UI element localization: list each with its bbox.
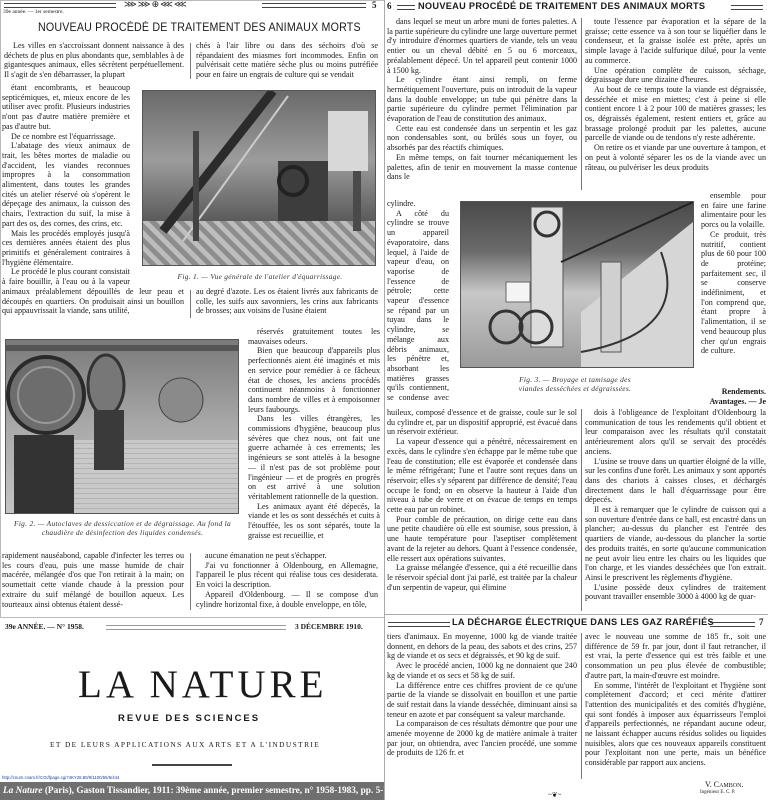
author-signature: V. Cambon. <box>705 780 744 789</box>
paragraph: J'ai vu fonctionner à Oldenbourg, en Allemagne, l'appareil le plus récent qui réalise tous ces desiderata. En voici la description. <box>196 560 378 590</box>
paragraph: L'abatage des vieux animaux de trait, les bêtes mortes de maladie ou d'accident, les viandes reconnues impropres à la consommation alimentent, dans toutes les grandes cités un atelier réservé où s'opèrent le dépeçage des animaux, la cuisson des chairs, l'extraction du suif, la mise à part des os, des cornes, des crins, etc. <box>2 141 130 228</box>
paragraph: Ce produit, très nutritif, contient plus de 60 pour 100 de protéine; parfaitement sec, il se conserve indéfiniment, et l'on comprend que, étant propre à l'alimentation, il se vend beaucoup plus cher qu'un engrais de culture. <box>701 229 766 356</box>
p5-bottom-right-column <box>196 551 378 611</box>
article-title: NOUVEAU PROCÉDÉ DE TRAITEMENT DES ANIMAUX MORTS <box>418 1 706 11</box>
paragraph: cylindre. <box>387 199 416 208</box>
page-divider <box>384 0 385 800</box>
article-title: NOUVEAU PROCÉDÉ DE TRAITEMENT DES ANIMAUX MORTS <box>38 21 361 34</box>
figure-2-image <box>5 339 239 514</box>
paragraph: tiers d'animaux. En moyenne, 1000 kg de viande traitée donnent, en dehors de la peau, des sabots et des crins, 257 kg de viande et os secs et dégraissés, et 90 kg de suif. <box>387 632 577 661</box>
p6-bottom-right-column <box>585 408 766 612</box>
page-separator <box>384 614 768 615</box>
masthead-tagline: ET DE LEURS APPLICATIONS AUX ARTS ET A L'INDUSTRIE <box>50 740 321 749</box>
p5-narrow-right-column <box>248 327 380 547</box>
column-divider <box>190 553 191 610</box>
figure-3-caption: Fig. 3. — Broyage et tamisage des viandes desséchées et dégraissées. <box>518 375 632 393</box>
page-number: 6 <box>387 1 392 11</box>
p5-bottom-left-column <box>2 551 184 611</box>
p5-top-left-column <box>4 41 184 81</box>
header-rule-right <box>731 5 763 10</box>
paragraph: Mais les procédés employés jusqu'à ces dernières années étaient des plus primitifs et généralement contraires à l'hygiène élémentaire. <box>2 228 130 267</box>
paragraph: Le procédé le plus courant consistait à faire bouillir, à l'eau ou à la vapeur <box>2 267 130 286</box>
p5-mid-right-column <box>196 287 378 318</box>
autoclaves-illustration <box>6 340 238 513</box>
section-heading-rendements: Rendements. Avantages. — Je <box>709 387 766 406</box>
paragraph: huileux, composé d'essence et de graisse, coule sur le sol du cylindre et, par un dispositif approprié, est évacué dans un réservoir extérieur. <box>387 408 577 437</box>
paragraph: rapidement nauséabond, capable d'infecter les terres ou les cours d'eau, puis une masse humide de chair macérée, mélangée d'os que l'on retirait à la main; on soumettait cette viande chaude à la pression pour extraire du suif mélangé de bouillon aqueux. Les tourteaux ainsi obtenus étaient dessé- <box>2 551 184 609</box>
paragraph: On retire os et viande par une ouverture à tampon, et on peut à volonté séparer les os de la viande avec un râteau, ou pulvériser les deux produits <box>585 143 766 172</box>
p6-narrow-left-column <box>387 199 449 402</box>
figure-1-caption: Fig. 1. — Vue générale de l'atelier d'équarrissage. <box>177 272 343 281</box>
p5-narrow-left-column <box>2 83 130 286</box>
p6-top-right-column <box>585 17 766 192</box>
paragraph: dois à l'obligeance de l'exploitant d'Oldenbourg la communication de tous les rendements qu'il obtient et leur comparaison avec les résultats qu'il constatait antérieurement alors qu'il se servait des procédés anciens. <box>585 408 766 456</box>
p6-top-left-column <box>387 17 577 192</box>
figure-2-caption: Fig. 2. — Autoclaves de dessiccation et de dégraissage. Au fond la chaudière de désinfection des liquides condensés. <box>14 519 231 537</box>
paragraph: A côté du cylindre se trouve un appareil évaporatoire, dans lequel, à l'aide de vapeur d'eau, on vaporise de l'essence de pétrole; cette vapeur d'essence se répand par un tuyau dans le cylindre, se mélange aux débris animaux, les pénètre et, absorbant les matières grasses qu'ils contiennent, se condense avec <box>387 208 449 402</box>
column-divider <box>190 43 191 79</box>
paragraph: toute l'essence par évaporation et la sépare de la graisse; cette essence va à son tour se liquéfier dans le condenseur, et la graisse isolée est prête, après un simple lavage à l'acide sulfurique dilué, pour la vente au commerce. <box>585 17 766 65</box>
paragraph: Le cylindre étant ainsi rempli, on ferme hermétiquement l'ouverture, puis on introduit de la vapeur dans la double enveloppe; un tube qui pénètre dans la partie supérieure du cylindre permet l'élimination par évaporation de l'eau de constitution des animaux. <box>387 75 577 124</box>
paragraph: De ce nombre est l'équarrissage. <box>11 131 116 141</box>
column-divider <box>581 18 582 190</box>
figure-1-image <box>142 90 376 266</box>
header-rule-left <box>388 622 450 627</box>
page-number: 7 <box>759 617 764 627</box>
paragraph: dans lequel se meut un arbre muni de fortes palettes. A la partie supérieure du cylindre une large ouverture permet d'y introduire d'énormes quartiers de viande, tels un veau entier ou un cheval débité en 5 ou 6 morceaux, préalablement dépecé. Un tel appareil peut contenir 1000 à 1500 kg. <box>387 17 577 75</box>
header-ornament: ⋙⋙⊕⋘⋘ <box>124 0 188 9</box>
paragraph: La différence entre ces chiffres provient de ce qu'une partie de la viande se dissolvait en bouillon et une partie de suif restait dans la viande desséchée, diminuant ainsi sa teneur en azote et par conséquent sa valeur marchande. <box>387 680 577 719</box>
paragraph: Il est à remarquer que le cylindre de cuisson qui a son ouverture d'entrée dans ce hall, est encastré dans un plancher; au-dessus du plancher est l'entrée des quartiers de viande, au-dessous du plancher la sortie des produits traités, en sorte qu'aucune communication ne peut avoir lieu entre les chairs ou les liquides que l'on charge, et les viandes desséchées que l'on extrait. Ainsi le prescrivent les règlements d'hygiène. <box>585 505 766 582</box>
paragraph: Dans les villes étrangères, les commissions d'hygiène, beaucoup plus sévères que chez nous, ont fait une guerre acharnée à ces errements; les ingénieurs se sont attelés à la besogne — il n'est pas de sot problème pour l'ingénieur — et de progrès en progrès on est arrivé à une solution véritablement rationnelle de la question. <box>248 414 380 501</box>
p6-narrow-right-column <box>701 191 766 385</box>
paragraph: aucune émanation ne peut s'échapper. <box>205 551 327 560</box>
issue-date: 3 DÉCEMBRE 1910. <box>295 622 363 631</box>
crushing-machinery-illustration <box>461 202 693 367</box>
p6-bottom-left-column <box>387 408 577 612</box>
header-rule-left <box>397 5 415 10</box>
citation-bar <box>0 782 388 800</box>
header-rule-left <box>4 3 116 8</box>
paragraph: Appareil d'Oldenbourg. — Il se compose d'un cylindre horizontal fixe, à double enveloppe, en tôle, <box>196 589 378 609</box>
column-divider <box>581 633 582 779</box>
paragraph: En somme, l'intérêt de l'exploitant et l'hygiène sont complètement d'accord; et ceci mérite d'attirer l'attention des municipalités et des comités d'hygiène, qui sont fondés à imposer aux équarrisseurs l'emploi d'appareils perfectionnés, ne répandant aucune odeur, ne laissant échapper aucuns résidus solides ou liquides nuisibles, alors que ces nouveaux appareils constituent pour l'exploitant non une perte, mais un bénéfice considérable par rapport aux anciens. <box>585 680 766 768</box>
paragraph: ensemble pour en faire une farine alimentaire pour les porcs ou la volaille. <box>701 191 766 230</box>
paragraph: réservés gratuitement toutes les mauvaises odeurs. <box>248 327 380 346</box>
paragraph: Bien que beaucoup d'appareils plus perfectionnés aient été imaginés et mis en service pour remédier à ce fâcheux état de choses, les anciens procédés continuent néanmoins à fonctionner dans nombre de villes et à empoisonner leurs faubourgs. <box>248 346 380 414</box>
masthead-subtitle: REVUE DES SCIENCES <box>118 713 261 724</box>
masthead-la-nature: LA NATURE <box>78 663 328 706</box>
paragraph: Pour comble de précaution, on dirige cette eau dans une petite chaudière où elle est soumise, sous pression, à une haute température pour l'aseptiser complètement avant de la rejeter au dehors. Quant à l'essence condensée, elle ressert aux opérations suivantes. <box>387 514 577 563</box>
p5-mid-left-column <box>2 287 184 318</box>
paragraph: étant encombrants, et beaucoup septicémiques, et, mieux encore de les utiliser avec profit. Plusieurs industries n'ont pas d'autre matière première et pas d'autre but. <box>2 83 130 131</box>
end-ornament: ~❦~ <box>548 791 562 799</box>
figure-3-image <box>460 201 694 368</box>
paragraph: La comparaison de ces résultats démontre que pour une amenée moyenne de 2000 kg de matière animale à traiter par jour, on obtiendra, avec l'ancien procédé, une somme de produits de 126 fr. et <box>387 719 577 758</box>
paragraph: L'usine possède deux cylindres de traitement pouvant travailler ensemble 3000 à 4000 kg de quar- <box>585 582 766 602</box>
paragraph: Avec le procédé ancien, 1000 kg ne donnaient que 240 kg de viande et os secs et 58 kg de suif. <box>387 661 577 680</box>
paragraph: Au bout de ce temps toute la viande est dégraissée, desséchée et mise en miettes; c'est à peine si elle contient encore 1 à 2 pour 100 de matières grasses; les os, dégraissés également, restent entiers et, grâce au brassage prolongé produit par les palettes, aucune parcelle de viande ou de tendons n'y reste adhérente. <box>585 84 766 143</box>
header-rule-right <box>262 3 366 8</box>
paragraph: La vapeur d'essence qui a pénétré, nécessairement en excès, dans le cylindre s'en échappe par le même tube que l'eau de constitution; elle est évaporée et condensée dans le même réfrigérant; l'une et l'autre sont reçues dans un réservoir; elles s'y séparent par différence de densité; l'eau occupe le fond; on en observe la hauteur à l'aide d'un niveau à tube de verre et on évacue de temps en temps cette eau par un robinet. <box>387 437 577 515</box>
author-title: Ingénieur E. C. P. <box>700 790 736 795</box>
paragraph: En même temps, on fait tourner mécaniquement les palettes, afin de tenir en mouvement la masse contenue dans le <box>387 152 577 182</box>
paragraph: animaux préalablement dépouillés de leur peau et découpés en quartiers. On produisait ainsi un bouillon qui appauvrissait la viande, sans utilité, <box>2 287 184 316</box>
citation-details: (Paris), Gaston Tissandier, 1911: 39ème année, premier semestre, n° 1958-1983, pp. 5-7 <box>42 786 388 796</box>
cover-rule <box>106 625 286 630</box>
paragraph: chés à l'air libre ou dans des séchoirs d'où se répandaient des miasmes fort incommodes. Enfin on pulvérisait cette matière sèche plus ou moins putréfiée pour en faire un engrais de culture qui se vendait <box>196 41 378 80</box>
header-rule-right <box>710 622 755 627</box>
column-divider <box>190 290 191 318</box>
p5-top-right-column <box>196 41 378 81</box>
paragraph: Cette eau est condensée dans un serpentin et les gaz non condensables sont, ou brûlés sous un foyer, ou absorbés par des réactifs chimiques. <box>387 123 577 153</box>
workshop-machinery-illustration <box>143 91 375 265</box>
running-head: 39e année. — 1er semestre. <box>3 9 64 15</box>
paragraph: Les villes en s'accroissant donnent naissance à des déchets de plus en plus abondants que, semblables à de gigantesques animaux, elles sécrètent perpétuellement. Il s'agit de s'en débarrasser, la plupart <box>4 41 184 80</box>
citation-title: La Nature <box>3 786 43 796</box>
page-number: 5 <box>372 0 377 10</box>
issue-number: 39e ANNÉE. — N° 1958. <box>5 622 84 631</box>
paragraph: Les animaux ayant été dépecés, la viande et les os sont desséchés et cuits à l'étouffée, les os sont séparés, toute la graisse est recueillie, et <box>248 501 380 540</box>
p7-left-column <box>387 632 577 788</box>
paragraph: L'usine se trouve dans un quartier éloigné de la ville, sur les confins d'une forêt. Les animaux y sont apportés dans des chariots à caisses closes, et déchargés directement dans le hall d'équarrissage pour être dépecés. <box>585 456 766 505</box>
paragraph: avec le nouveau une somme de 185 fr., soit une différence de 59 fr. par jour, dont il faut retrancher, il est vrai, la perte d'essence qui est très faible et une consommation un peu plus élevée de combustible; d'autre part, la main-d'œuvre est moindre. <box>585 632 766 680</box>
column-divider <box>581 409 582 611</box>
paragraph: au degré d'azote. Les os étaient livrés aux fabricants de colle, les suifs aux savonniers, les crins aux fabricants de brosses; aux voisins de l'usine étaient <box>196 287 378 316</box>
paragraph: Une opération complète de cuisson, séchage, dégraissage dure une dizaine d'heures. <box>585 65 766 85</box>
source-url-link[interactable]: http://cnum.cnam.fr/CGI/fpage.cgi?4KY28.80/9/1100/55/5/444 <box>2 775 120 780</box>
article-title: LA DÉCHARGE ÉLECTRIQUE DANS LES GAZ RARÉFIÉS <box>452 617 714 627</box>
p7-right-column <box>585 632 766 779</box>
cover-ornament-rule <box>152 764 232 766</box>
paragraph: La graisse mélangée d'essence, qui a été recueillie dans le réservoir spécial dont j'ai parlé, est traitée par la chaleur d'un serpentin de vapeur, qui élimine <box>387 563 577 592</box>
